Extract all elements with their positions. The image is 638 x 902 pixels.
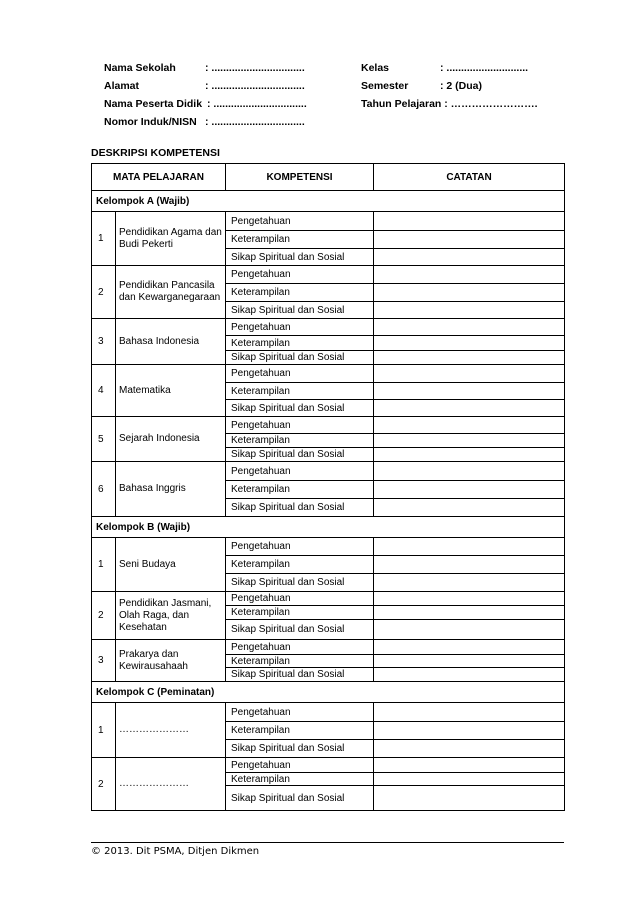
subject-name: ………………… xyxy=(116,703,226,758)
competency-aspect: Sikap Spiritual dan Sosial xyxy=(226,786,374,811)
competency-aspect: Pengetahuan xyxy=(226,462,374,481)
table-row xyxy=(92,212,565,231)
competency-aspect: Keterampilan xyxy=(226,434,374,448)
competency-table xyxy=(91,163,565,811)
group-title: Kelompok A (Wajib) xyxy=(92,191,565,212)
competency-aspect: Pengetahuan xyxy=(226,266,374,284)
catatan-cell[interactable] xyxy=(374,758,565,773)
catatan-cell[interactable] xyxy=(374,336,565,351)
col-header-kompetensi: KOMPETENSI xyxy=(226,164,374,191)
subject-number: 2 xyxy=(92,758,116,811)
subject-name: Pendidikan Pancasila dan Kewarganegaraan xyxy=(116,266,226,319)
competency-aspect: Pengetahuan xyxy=(226,417,374,434)
group-row xyxy=(92,682,565,703)
subject-number: 4 xyxy=(92,365,116,417)
group-title: Kelompok C (Peminatan) xyxy=(92,682,565,703)
catatan-cell[interactable] xyxy=(374,400,565,417)
value-alamat: : ................................ xyxy=(205,80,305,92)
competency-aspect: Sikap Spiritual dan Sosial xyxy=(226,351,374,365)
competency-aspect: Keterampilan xyxy=(226,481,374,499)
catatan-cell[interactable] xyxy=(374,574,565,592)
subject-name: Pendidikan Agama dan Budi Pekerti xyxy=(116,212,226,266)
competency-aspect: Sikap Spiritual dan Sosial xyxy=(226,499,374,517)
subject-number: 1 xyxy=(92,703,116,758)
catatan-cell[interactable] xyxy=(374,319,565,336)
competency-aspect: Keterampilan xyxy=(226,556,374,574)
table-row xyxy=(92,417,565,434)
competency-aspect: Pengetahuan xyxy=(226,319,374,336)
competency-aspect: Keterampilan xyxy=(226,606,374,620)
competency-aspect: Sikap Spiritual dan Sosial xyxy=(226,740,374,758)
competency-aspect: Keterampilan xyxy=(226,655,374,668)
label-kelas: Kelas xyxy=(361,62,390,74)
competency-aspect: Keterampilan xyxy=(226,336,374,351)
catatan-cell[interactable] xyxy=(374,640,565,655)
competency-aspect: Sikap Spiritual dan Sosial xyxy=(226,249,374,266)
catatan-cell[interactable] xyxy=(374,592,565,606)
catatan-cell[interactable] xyxy=(374,231,565,249)
subject-name: Seni Budaya xyxy=(116,538,226,592)
value-semester: : 2 (Dua) xyxy=(440,80,482,92)
competency-aspect: Pengetahuan xyxy=(226,365,374,383)
competency-aspect: Sikap Spiritual dan Sosial xyxy=(226,574,374,592)
subject-number: 1 xyxy=(92,212,116,266)
subject-number: 3 xyxy=(92,640,116,682)
subject-number: 3 xyxy=(92,319,116,365)
label-nomor-induk: Nomor Induk/NISN xyxy=(104,116,197,128)
competency-aspect: Pengetahuan xyxy=(226,212,374,231)
competency-aspect: Keterampilan xyxy=(226,231,374,249)
value-nama-sekolah: : ................................ xyxy=(205,62,305,74)
catatan-cell[interactable] xyxy=(374,703,565,722)
value-nama-peserta: : ................................ xyxy=(207,98,307,110)
section-title: DESKRIPSI KOMPETENSI xyxy=(91,147,220,159)
competency-aspect: Sikap Spiritual dan Sosial xyxy=(226,400,374,417)
competency-aspect: Keterampilan xyxy=(226,383,374,400)
competency-aspect: Pengetahuan xyxy=(226,592,374,606)
subject-name: Pendidikan Jasmani, Olah Raga, dan Kesehatan xyxy=(116,592,226,640)
subject-name: Matematika xyxy=(116,365,226,417)
catatan-cell[interactable] xyxy=(374,620,565,640)
col-header-catatan: CATATAN xyxy=(374,164,565,191)
group-row xyxy=(92,191,565,212)
footer-divider xyxy=(91,842,564,843)
col-header-mapel: MATA PELAJARAN xyxy=(92,164,226,191)
table-row xyxy=(92,319,565,336)
catatan-cell[interactable] xyxy=(374,351,565,365)
catatan-cell[interactable] xyxy=(374,212,565,231)
competency-aspect: Sikap Spiritual dan Sosial xyxy=(226,620,374,640)
table-row xyxy=(92,592,565,606)
group-title: Kelompok B (Wajib) xyxy=(92,517,565,538)
label-tahun-pelajaran: Tahun Pelajaran : ……………………. xyxy=(361,98,538,110)
catatan-cell[interactable] xyxy=(374,773,565,786)
table-row xyxy=(92,266,565,284)
competency-aspect: Keterampilan xyxy=(226,722,374,740)
table-header-row xyxy=(92,164,565,191)
catatan-cell[interactable] xyxy=(374,284,565,302)
competency-aspect: Pengetahuan xyxy=(226,758,374,773)
catatan-cell[interactable] xyxy=(374,740,565,758)
catatan-cell[interactable] xyxy=(374,302,565,319)
subject-number: 2 xyxy=(92,266,116,319)
subject-number: 5 xyxy=(92,417,116,462)
catatan-cell[interactable] xyxy=(374,249,565,266)
catatan-cell[interactable] xyxy=(374,556,565,574)
competency-aspect: Sikap Spiritual dan Sosial xyxy=(226,302,374,319)
catatan-cell[interactable] xyxy=(374,417,565,434)
subject-name: Sejarah Indonesia xyxy=(116,417,226,462)
competency-aspect: Pengetahuan xyxy=(226,640,374,655)
competency-aspect: Pengetahuan xyxy=(226,703,374,722)
subject-number: 6 xyxy=(92,462,116,517)
catatan-cell[interactable] xyxy=(374,462,565,481)
catatan-cell[interactable] xyxy=(374,481,565,499)
competency-aspect: Pengetahuan xyxy=(226,538,374,556)
competency-aspect: Sikap Spiritual dan Sosial xyxy=(226,448,374,462)
table-row xyxy=(92,640,565,655)
catatan-cell[interactable] xyxy=(374,722,565,740)
catatan-cell[interactable] xyxy=(374,668,565,682)
subject-number: 2 xyxy=(92,592,116,640)
table-row xyxy=(92,365,565,383)
value-kelas: : ............................ xyxy=(440,62,529,74)
footer-text: © 2013. Dit PSMA, Ditjen Dikmen xyxy=(91,846,260,857)
value-nomor-induk: : ................................ xyxy=(205,116,305,128)
catatan-cell[interactable] xyxy=(374,606,565,620)
table-body xyxy=(92,191,565,811)
catatan-cell[interactable] xyxy=(374,365,565,383)
competency-aspect: Sikap Spiritual dan Sosial xyxy=(226,668,374,682)
label-semester: Semester xyxy=(361,80,409,92)
catatan-cell[interactable] xyxy=(374,786,565,811)
catatan-cell[interactable] xyxy=(374,266,565,284)
table-row xyxy=(92,462,565,481)
group-row xyxy=(92,517,565,538)
table-row xyxy=(92,538,565,556)
table-row xyxy=(92,758,565,773)
catatan-cell[interactable] xyxy=(374,448,565,462)
subject-name: Bahasa Indonesia xyxy=(116,319,226,365)
catatan-cell[interactable] xyxy=(374,538,565,556)
subject-name: Bahasa Inggris xyxy=(116,462,226,517)
label-alamat: Alamat xyxy=(104,80,140,92)
subject-number: 1 xyxy=(92,538,116,592)
catatan-cell[interactable] xyxy=(374,434,565,448)
catatan-cell[interactable] xyxy=(374,383,565,400)
subject-name: ………………… xyxy=(116,758,226,811)
table-row xyxy=(92,703,565,722)
competency-aspect: Keterampilan xyxy=(226,773,374,786)
label-nama-peserta: Nama Peserta Didik xyxy=(104,98,203,110)
subject-name: Prakarya dan Kewirausahaah xyxy=(116,640,226,682)
competency-aspect: Keterampilan xyxy=(226,284,374,302)
catatan-cell[interactable] xyxy=(374,499,565,517)
catatan-cell[interactable] xyxy=(374,655,565,668)
label-nama-sekolah: Nama Sekolah xyxy=(104,62,176,74)
